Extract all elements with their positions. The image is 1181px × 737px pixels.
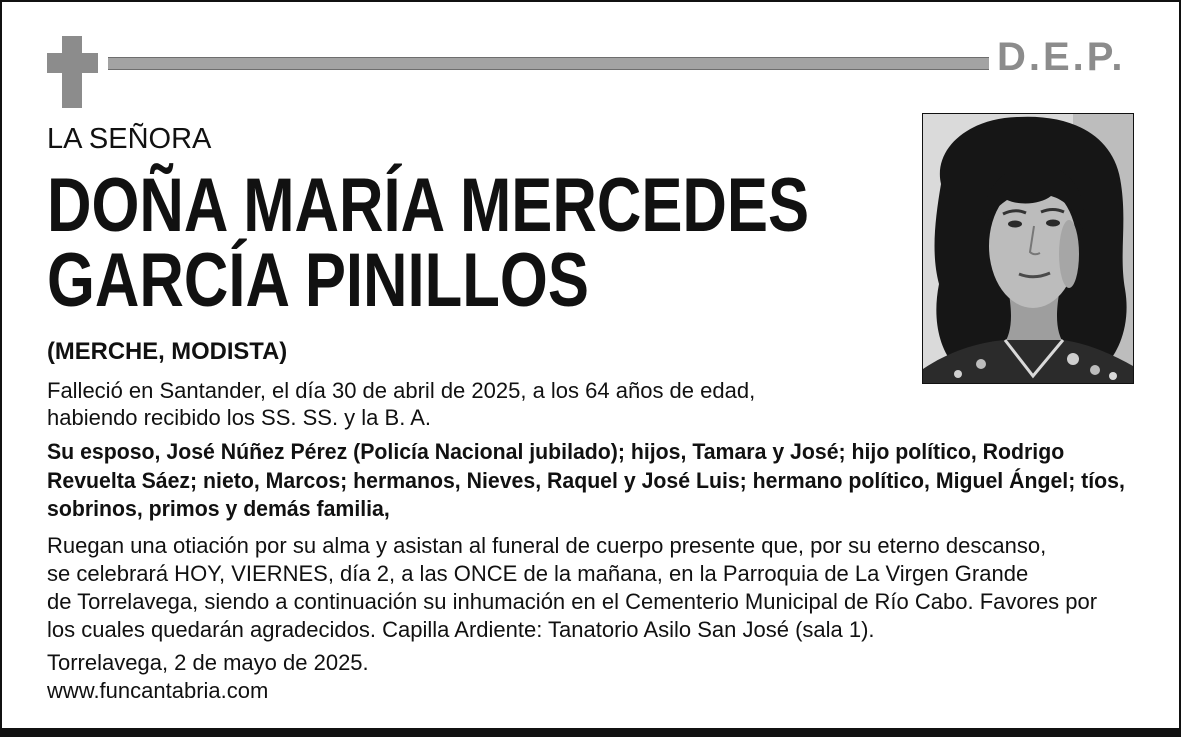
funeral-line: se celebrará HOY, VIERNES, día 2, a las ONCE de la mañana, en la Parroquia de La Virgen Grande (47, 561, 1029, 586)
death-notice-line: habiendo recibido los SS. SS. y la B. A. (47, 405, 432, 430)
deceased-name (47, 163, 810, 323)
portrait-eye-left (1008, 221, 1022, 228)
blouse-pattern-dot (976, 359, 986, 369)
header-rule (108, 57, 989, 70)
cross-horizontal-bar (47, 53, 98, 73)
portrait-image (923, 114, 1133, 383)
funeral-line: los cuales quedarán agradecidos. Capilla Ardiente: Tanatorio Asilo San José (sala 1). (47, 617, 875, 642)
blouse-pattern-dot (1109, 372, 1117, 380)
death-notice (47, 377, 759, 431)
deceased-name-line: DOÑA MARÍA MERCEDES (47, 163, 810, 248)
portrait-cheek-shade (1059, 220, 1079, 288)
blouse-pattern-dot (954, 370, 962, 378)
website: www.funcantabria.com (47, 678, 269, 703)
funeral-paragraph (47, 532, 1107, 644)
funeral-line: de Torrelavega, siendo a continuación su inhumación en el Cementerio Municipal de Río Cabo. Favores por (47, 589, 1098, 614)
family-line: Su esposo, José Núñez Pérez (Policía Nacional jubilado); hijos, Tamara y José; hijo político, Rodrigo (47, 439, 1065, 464)
family-line: sobrinos, primos y demás familia, (47, 496, 390, 521)
latin-cross-icon (47, 36, 98, 108)
funeral-line: Ruegan una otiación por su alma y asistan al funeral de cuerpo presente que, por su eterno descanso, (47, 533, 1047, 558)
death-notice-line: Falleció en Santander, el día 30 de abril de 2025, a los 64 años de edad, (47, 378, 756, 403)
place-date: Torrelavega, 2 de mayo de 2025. (47, 650, 369, 675)
blouse-pattern-dot (1090, 365, 1100, 375)
nickname-text: (MERCHE, MODISTA) (47, 338, 288, 365)
deceased-name-line: GARCÍA PINILLOS (47, 238, 589, 323)
portrait-eye-right (1046, 220, 1060, 227)
nickname (47, 338, 287, 366)
portrait-photo (922, 113, 1134, 384)
family-paragraph (47, 438, 1125, 524)
dep-label: D.E.P. (997, 35, 1126, 79)
blouse-pattern-dot (1067, 353, 1079, 365)
honorific: LA SEÑORA (47, 123, 212, 155)
family-line: Revuelta Sáez; nieto, Marcos; hermanos, Nieves, Raquel y José Luis; hermano político, Miguel Ángel; tíos, (47, 467, 1125, 493)
closing (47, 649, 647, 705)
